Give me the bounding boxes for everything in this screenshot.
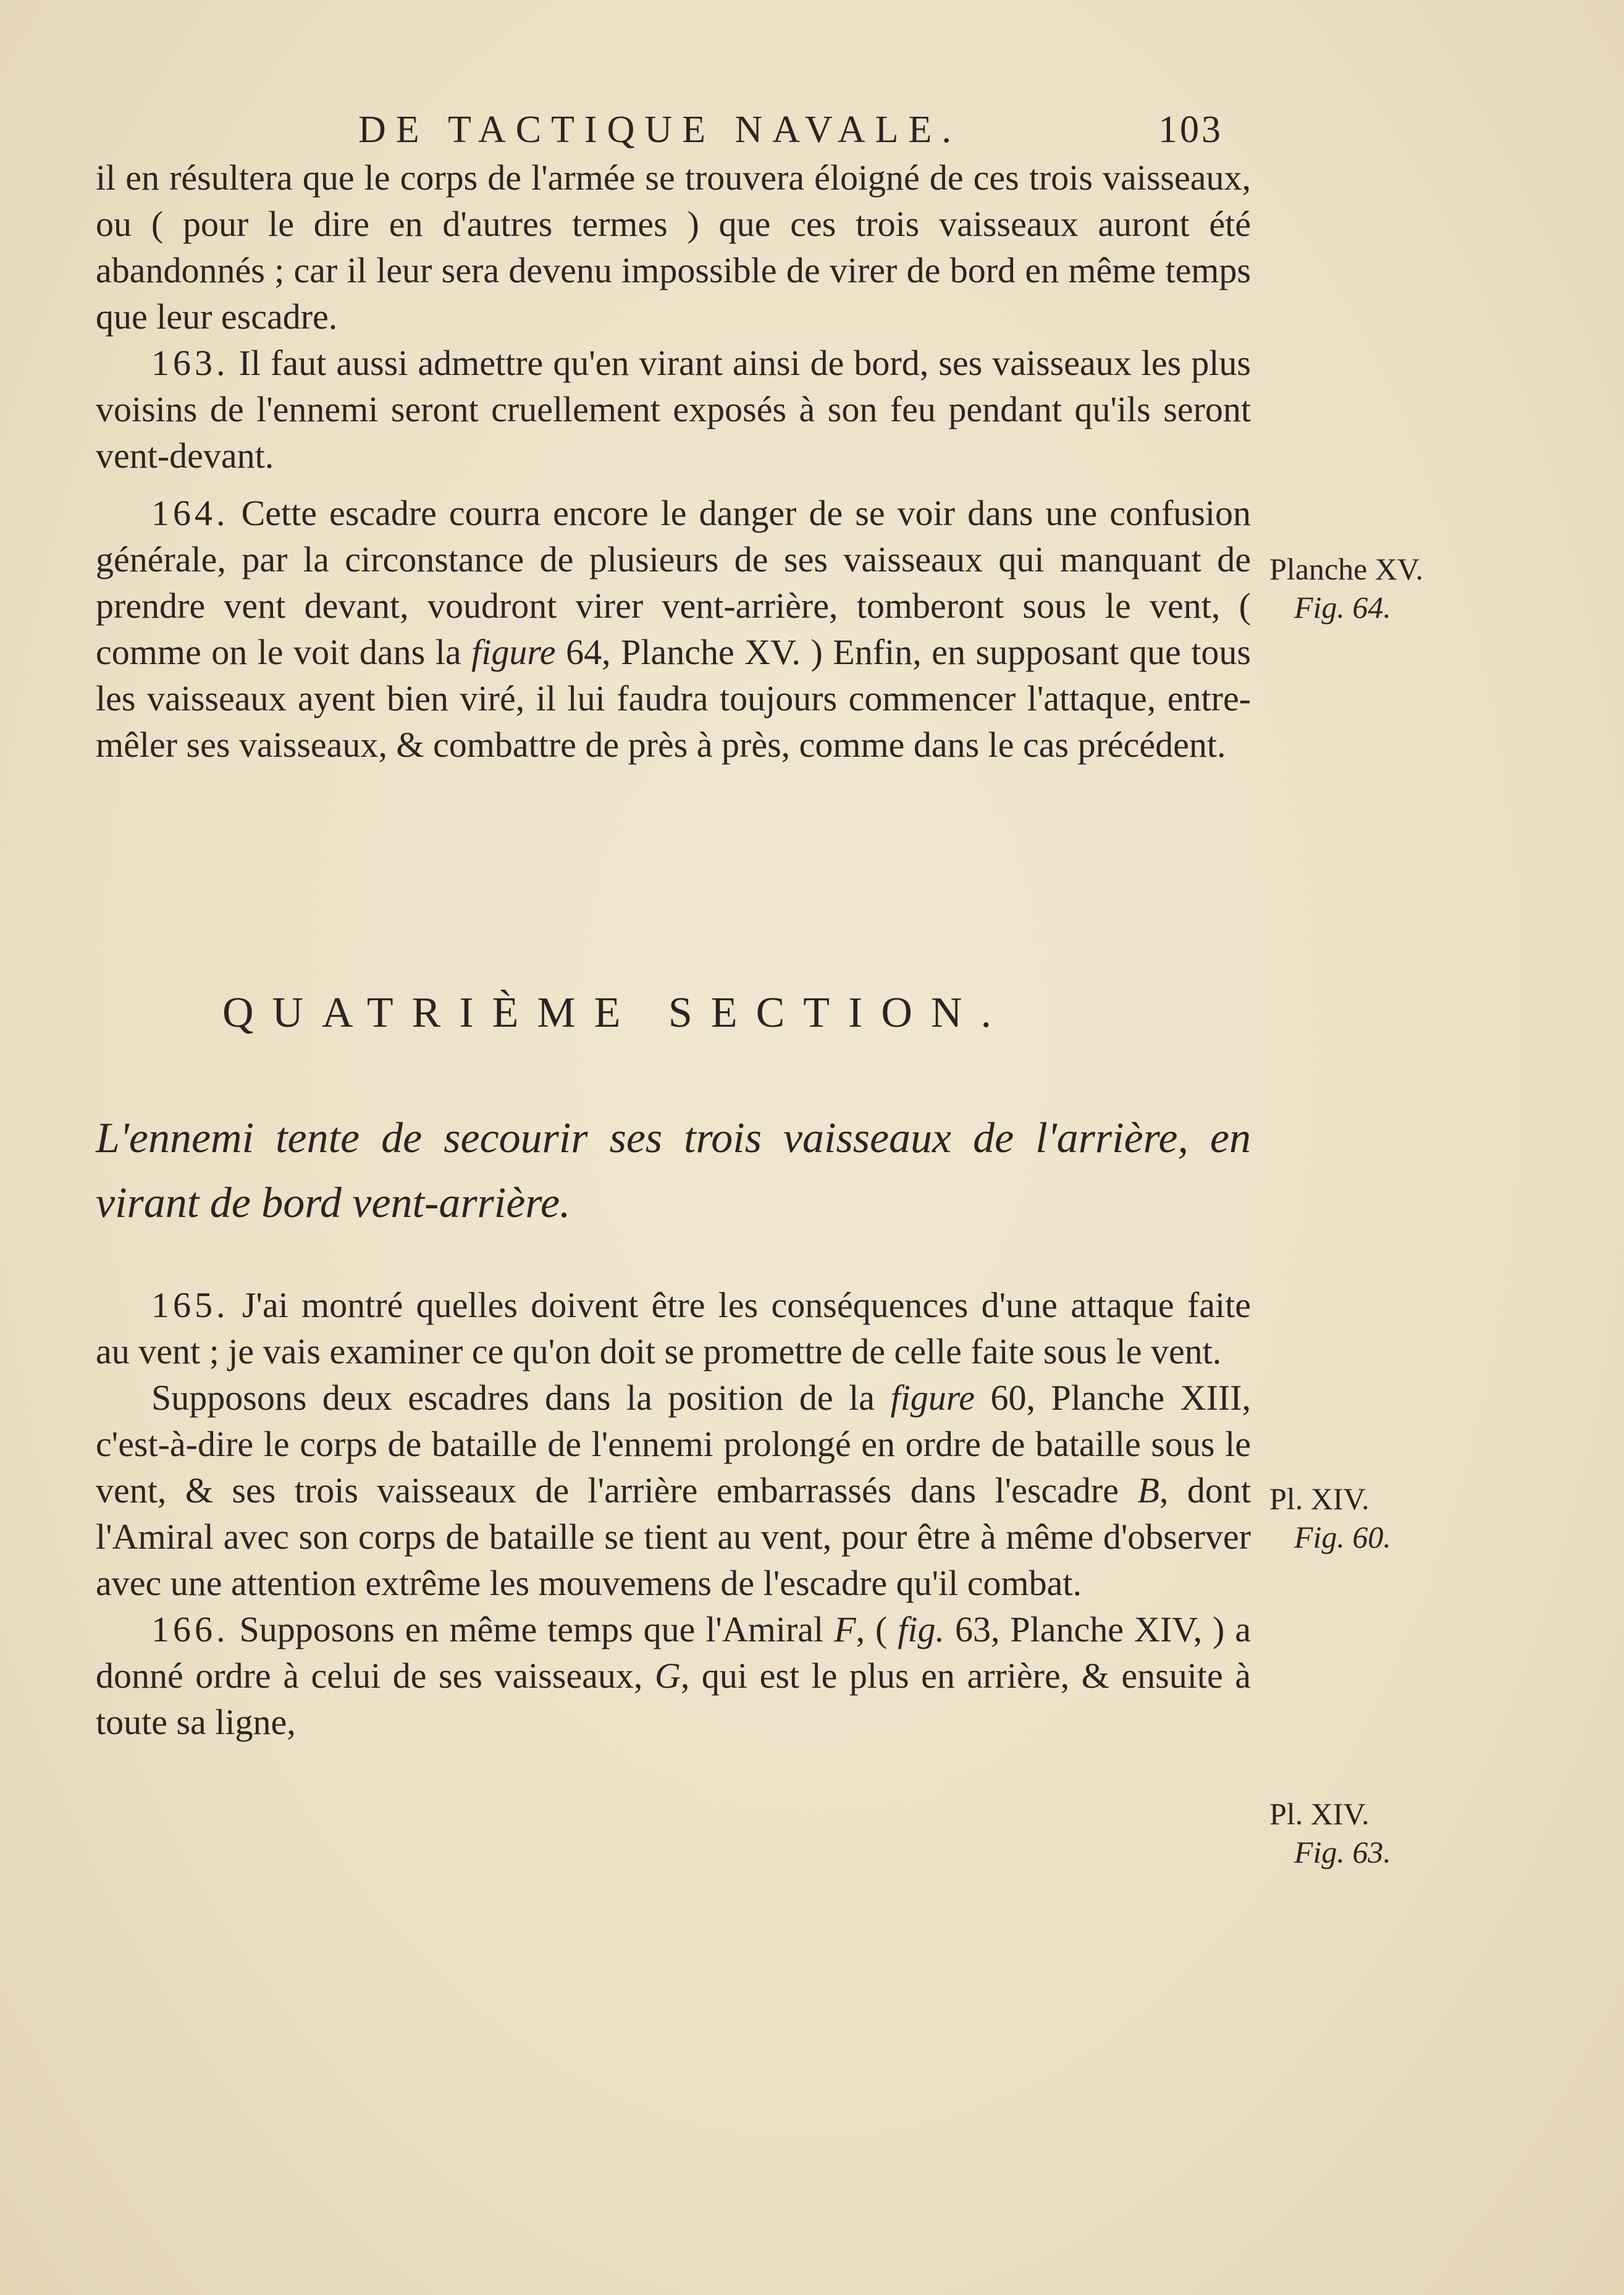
margin-note-plate-xiv-fig-60: [1269, 1480, 1391, 1556]
margin-fig-ref: Fig. 64.: [1294, 590, 1391, 625]
paragraph-164: [96, 490, 1251, 768]
paragraph-text: , dont l'Amiral avec son corps de bataille se tient au vent, pour être à même d'observer avec une attention extrême les mouvemens de l'escadre qu'il combat.: [96, 1470, 1251, 1603]
margin-fig-ref: Fig. 63.: [1294, 1835, 1391, 1869]
paragraph-number: 163.: [151, 343, 229, 383]
paragraph-number: 166.: [151, 1609, 229, 1649]
paragraph-number: 164.: [151, 493, 229, 533]
text-block-top: [96, 154, 1251, 768]
margin-note-plate-xiv-fig-63: [1269, 1795, 1391, 1871]
margin-plate-ref: Planche XV.: [1269, 552, 1424, 586]
paragraph-text: J'ai montré quelles doivent être les conséquences d'une attaque faite au vent ; je vais examiner ce qu'on doit se promettre de celle faite sous le vent.: [96, 1285, 1252, 1371]
figure-reference: figure: [471, 632, 556, 672]
running-head: DE TACTIQUE NAVALE.: [358, 109, 961, 151]
page-number: 103: [1158, 109, 1223, 151]
figure-reference: fig.: [898, 1609, 945, 1649]
squadron-letter: B: [1137, 1470, 1159, 1510]
paragraph-text: 60, Planche XIII, c'est-à-dire le corps de bataille de l'ennemi prolongé en ordre de bataille sous le vent, & ses trois vaisseaux de l'arrière embarrassés dans l'escadre: [96, 1378, 1252, 1510]
paragraph-text: Il faut aussi admettre qu'en virant ainsi de bord, ses vaisseaux les plus voisins de l'ennemi seront cruellement exposés à son feu pendant qu'ils seront vent-devant.: [96, 343, 1251, 476]
paragraph-166: [96, 1606, 1251, 1745]
paragraph-text: 64, Planche XV. ) Enfin, en supposant que tous les vaisseaux ayent bien viré, il lui faudra toujours commencer l'attaque, entre-mêler ses vaisseaux, & combattre de près à près, comme dans le cas précédent.: [96, 632, 1252, 765]
text-block-bottom: [96, 1282, 1251, 1745]
paragraph-number: 165.: [151, 1285, 229, 1325]
paragraph-165: [96, 1282, 1251, 1375]
ship-letter: G: [654, 1656, 681, 1696]
paragraph-text: 63, Planche XIV, ) a donné ordre à celui de ses vaisseaux,: [96, 1609, 1252, 1696]
margin-fig-ref: Fig. 60.: [1294, 1520, 1391, 1554]
section-subtitle: L'ennemi tente de secourir ses trois vaisseaux de l'arrière, en virant de bord vent-arrière.: [96, 1114, 1251, 1227]
section-title: QUATRIÈME SECTION.: [222, 989, 1010, 1037]
margin-plate-ref: Pl. XIV.: [1269, 1481, 1369, 1516]
margin-note-plate-xv: [1269, 550, 1423, 626]
paragraph-text: , (: [856, 1609, 888, 1649]
figure-reference: figure: [890, 1378, 975, 1418]
paragraph-text: Cette escadre courra encore le danger de se voir dans une confusion générale, par la circonstance de plusieurs de ses vaisseaux qui manquant de prendre vent devant, voudront virer vent-arrière, tomberont sous le vent, ( comme on le voit dans la: [96, 493, 1251, 672]
paragraph-text: Supposons deux escadres dans la position de la: [151, 1378, 875, 1418]
paragraph-continued: il en résultera que le corps de l'armée se trouvera éloigné de ces trois vaisseaux, ou ( pour le dire en d'autres termes ) que ces trois vaisseaux auront été abandonnés ; car il leur sera devenu impossible de virer de bord en même temps que leur escadre.: [96, 158, 1251, 337]
paragraph-163: [96, 340, 1251, 479]
margin-plate-ref: Pl. XIV.: [1269, 1796, 1369, 1831]
paragraph-text: Supposons en même temps que l'Amiral: [239, 1609, 824, 1649]
paragraph-text: , qui est le plus en arrière, & ensuite à toute sa ligne,: [96, 1656, 1251, 1742]
paragraph-suppose: [96, 1375, 1251, 1606]
admiral-letter: F: [834, 1609, 856, 1649]
